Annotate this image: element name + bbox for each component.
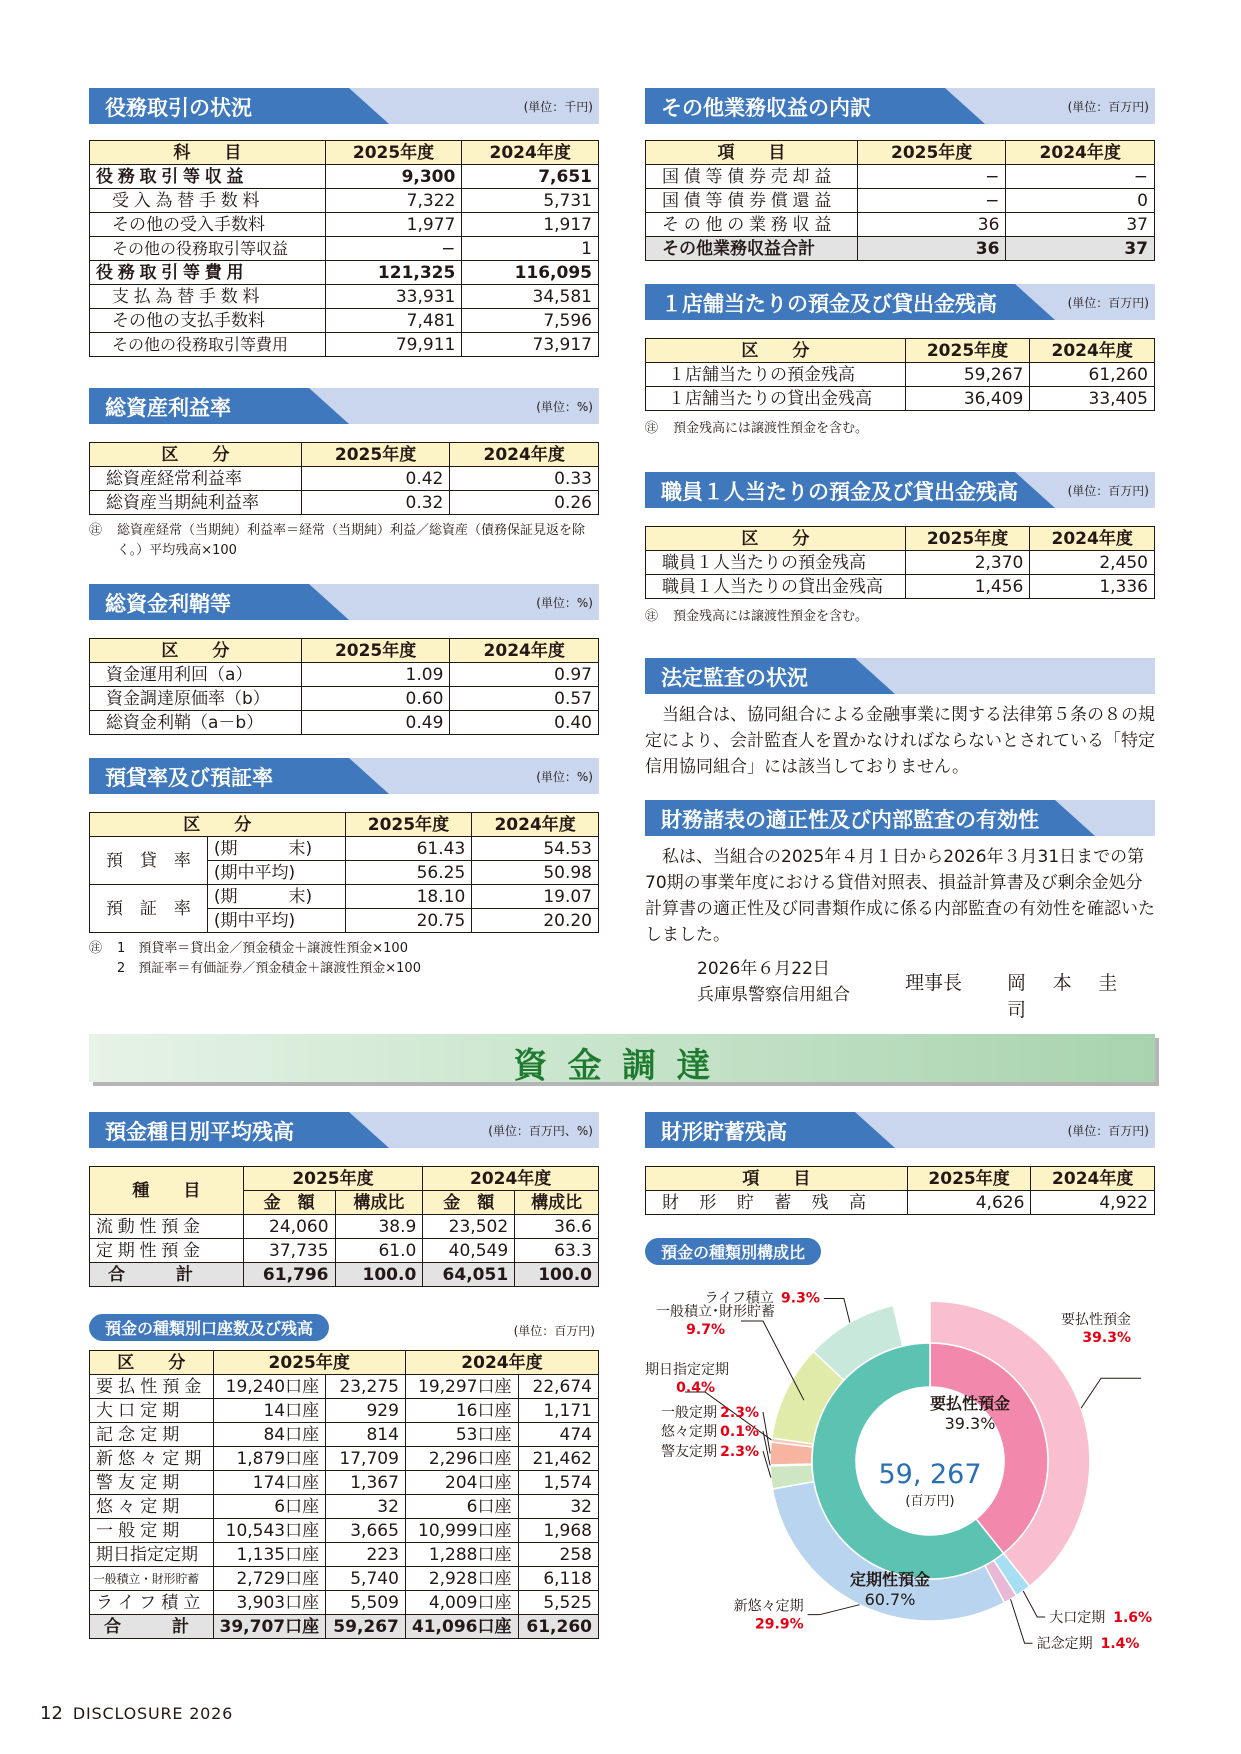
value-general-time: 2.3%	[720, 1405, 759, 1421]
accounts-section	[89, 1314, 599, 1639]
deposit-donut-chart	[645, 1276, 1165, 1666]
zaikei-section	[645, 1112, 1155, 1215]
cell-value: 258	[518, 1543, 599, 1567]
table-row: 役務取引等収益 9,300 7,651	[90, 165, 599, 189]
leader-line	[1081, 1378, 1141, 1408]
table-row-total: 合 計 61,796 100.0 64,051 100.0	[90, 1263, 599, 1287]
col-header: 2025年度	[325, 141, 462, 165]
section-header	[89, 388, 599, 424]
table-row: 国債等債券売却益 − −	[646, 165, 1155, 189]
deposit-avg-table: 種 目 2025年度 2024年度 金 額 構成比 金 額 構成比 流動性預金 24,060 38.9 23,502 36.6 定期性預金 37,735 61.0 40,549 63.3 合 計 61,796 100.0 64,051 100.0	[89, 1166, 599, 1287]
table-row	[90, 1495, 599, 1519]
cell-value: 5,740	[326, 1567, 406, 1591]
section-header	[89, 758, 599, 794]
table-row: 流動性預金 24,060 38.9 23,502 36.6	[90, 1215, 599, 1239]
cell-value: 3,903口座	[213, 1591, 326, 1615]
cell-value: 61,260	[518, 1615, 599, 1639]
section-header	[645, 284, 1155, 320]
value-yuyu: 0.1%	[720, 1424, 759, 1440]
cell-value: 32	[518, 1495, 599, 1519]
section-title: １店舗当たりの預金及び貸出金残高	[661, 292, 997, 316]
label-new-yuyu: 新悠々定期	[733, 1598, 804, 1615]
table-row: 財形貯蓄残高 4,626 4,922	[646, 1191, 1155, 1215]
cell-value: 41,096口座	[405, 1615, 518, 1639]
cell-value: 929	[326, 1399, 406, 1423]
col-header: 2024年度	[462, 141, 599, 165]
table-row: 支払為替手数料 33,931 34,581	[90, 285, 599, 309]
note: ㊟ 1 預貸率＝貸出金／預金積金＋譲渡性預金×100 2 預証率＝有価証券／預金積金＋譲渡性預金×100	[89, 941, 421, 976]
table-row: 預 証 率 (期 末) 18.10 19.07	[90, 885, 599, 909]
service-section	[89, 88, 599, 357]
cell-value: 10,543口座	[213, 1519, 326, 1543]
table-row	[90, 1519, 599, 1543]
row-label: 警友定期	[90, 1471, 214, 1495]
cell-value: 474	[518, 1423, 599, 1447]
unit-label: (単位：百万円)	[513, 1324, 595, 1338]
row-label: ライフ積立	[90, 1591, 214, 1615]
table-row: 定期性預金 37,735 61.0 40,549 63.3	[90, 1239, 599, 1263]
footer-brand: DISCLOSURE 2026	[72, 1704, 234, 1723]
note: ㊟ 預金残高には譲渡性預金を含む。	[645, 609, 869, 624]
other-income-table: 項 目 2025年度 2024年度 国債等債券売却益 − − 国債等債券償還益 − 0 その他の業務収益 36 37 その他業務収益合計 36 37	[645, 140, 1155, 261]
section-title: 財務諸表の適正性及び内部監査の有効性	[661, 808, 1039, 832]
value-keiyu: 2.3%	[720, 1444, 759, 1460]
internal-audit-text: 私は、当組合の2025年４月１日から2026年３月31日までの第70期の事業年度における貸借対照表、損益計算書及び剰余金処分計算書の適正性及び同書類作成に係る内部監査の有効性を確認いたしました。	[645, 847, 1155, 945]
unit-label: (単位：%)	[536, 596, 593, 610]
section-header	[645, 800, 1155, 836]
inner-label-demand: 要払性預金	[929, 1394, 1011, 1413]
other-income-section	[645, 88, 1155, 261]
ratio-table: 区 分 2025年度 2024年度 預 貸 率 (期 末) 61.43 54.53 (期中平均) 56.25 50.98 預 証 率 (期 末) 18.10 19.07 (期中平均) 20.75 20.20	[89, 812, 599, 933]
table-row: 預 貸 率 (期 末) 61.43 54.53	[90, 837, 599, 861]
unit-label: (単位：百万円、%)	[488, 1124, 593, 1138]
section-header	[645, 658, 1155, 694]
table-row	[90, 1423, 599, 1447]
leader-line	[808, 1605, 860, 1615]
section-header	[645, 1112, 1155, 1148]
cell-value: 53口座	[405, 1423, 518, 1447]
leader-line	[1023, 1591, 1045, 1617]
inner-value-time: 60.7%	[864, 1590, 916, 1609]
value-new-yuyu: 29.9%	[755, 1616, 804, 1633]
value-demand: 39.3%	[1082, 1330, 1131, 1346]
label-kijitsu: 期日指定定期	[645, 1362, 729, 1378]
zaikei-table: 項 目 2025年度 2024年度 財形貯蓄残高 4,626 4,922	[645, 1166, 1155, 1215]
cell-value: 1,574	[518, 1471, 599, 1495]
table-row: 職員１人当たりの預金残高 2,370 2,450	[646, 551, 1155, 575]
label-tsumitate: 一般積立･財形貯蓄	[656, 1304, 775, 1320]
cell-value: 2,296口座	[405, 1447, 518, 1471]
label-yuyu: 悠々定期	[661, 1424, 717, 1440]
row-label: 悠々定期	[90, 1495, 214, 1519]
unit-label: (単位：百万円)	[1067, 296, 1149, 310]
row-label: 新悠々定期	[90, 1447, 214, 1471]
date: 2026年６月22日	[697, 959, 830, 979]
value-large-time: 1.6%	[1113, 1610, 1153, 1627]
org-name: 兵庫県警察信用組合	[697, 985, 850, 1005]
table-row: その他の役務取引等収益 − 1	[90, 237, 599, 261]
cell-value: 1,367	[326, 1471, 406, 1495]
table-row	[90, 1375, 599, 1399]
per-branch-section	[645, 284, 1155, 439]
unit-label: (単位：%)	[536, 770, 593, 784]
row-label: 要払性預金	[90, 1375, 214, 1399]
row-label: 一般積立・財形貯蓄	[90, 1567, 214, 1591]
section-title: 総資金利鞘等	[105, 592, 231, 616]
section-header	[645, 472, 1155, 508]
cell-value: 2,729口座	[213, 1567, 326, 1591]
table-row: 資金調達原価率（b） 0.60 0.57	[90, 687, 599, 711]
label-general-time: 一般定期	[661, 1405, 717, 1421]
ratio-section	[89, 758, 599, 979]
cell-value: 32	[326, 1495, 406, 1519]
table-row: 役務取引等費用 121,325 116,095	[90, 261, 599, 285]
cell-value: 17,709	[326, 1447, 406, 1471]
unit-label: (単位：百万円)	[1067, 100, 1149, 114]
cell-value: 3,665	[326, 1519, 406, 1543]
service-table	[89, 140, 599, 357]
cell-value: 19,297口座	[405, 1375, 518, 1399]
cell-value: 14口座	[213, 1399, 326, 1423]
section-title: 総資産利益率	[105, 396, 231, 420]
table-row	[90, 1543, 599, 1567]
section-band	[89, 1034, 1155, 1086]
cell-value: 4,009口座	[405, 1591, 518, 1615]
section-header	[89, 584, 599, 620]
center-total: 59, 267	[878, 1459, 982, 1490]
page-number: 12	[40, 1703, 63, 1724]
cell-value: 84口座	[213, 1423, 326, 1447]
subsection-title: 預金の種類別口座数及び残高	[89, 1314, 329, 1341]
leader-line	[1011, 1599, 1033, 1643]
cell-value: 1,288口座	[405, 1543, 518, 1567]
inner-label-time: 定期性預金	[849, 1570, 931, 1589]
section-header	[89, 1112, 599, 1148]
table-row-total	[90, 1615, 599, 1639]
table-row: 受入為替手数料 7,322 5,731	[90, 189, 599, 213]
section-header	[89, 88, 599, 124]
audit-text: 当組合は、協同組合による金融事業に関する法律第５条の８の規定により、会計監査人を置かなければならないとされている「特定信用協同組合」には該当しておりません。	[645, 705, 1155, 777]
cell-value: 2,928口座	[405, 1567, 518, 1591]
cell-value: 5,525	[518, 1591, 599, 1615]
table-row: 国債等債券償還益 − 0	[646, 189, 1155, 213]
section-title: 職員１人当たりの預金及び貸出金残高	[661, 480, 1018, 504]
col-header: 科 目	[90, 141, 326, 165]
roa-section	[89, 388, 599, 561]
section-header	[645, 88, 1155, 124]
section-title: 預金種目別平均残高	[105, 1120, 294, 1144]
audit-section	[645, 658, 1155, 780]
label-keiyu: 警友定期	[661, 1444, 717, 1460]
cell-value: 5,509	[326, 1591, 406, 1615]
role: 理事長	[905, 972, 963, 994]
section-title: その他業務収益の内訳	[661, 96, 871, 120]
cell-value: 1,135口座	[213, 1543, 326, 1567]
cell-value: 21,462	[518, 1447, 599, 1471]
label-demand: 要払性預金	[1061, 1312, 1131, 1328]
table-row: その他の受入手数料 1,977 1,917	[90, 213, 599, 237]
cell-value: 10,999口座	[405, 1519, 518, 1543]
row-label: 大口定期	[90, 1399, 214, 1423]
note: ㊟ 預金残高には譲渡性預金を含む。	[645, 421, 869, 436]
per-branch-table: 区 分 2025年度 2024年度 １店舗当たりの預金残高 59,267 61,260 １店舗当たりの貸出金残高 36,409 33,405	[645, 338, 1155, 411]
internal-audit-section	[645, 800, 1155, 1021]
cell-value: 6口座	[405, 1495, 518, 1519]
cell-value: 1,968	[518, 1519, 599, 1543]
table-row: 職員１人当たりの貸出金残高 1,456 1,336	[646, 575, 1155, 599]
table-row: 総資産当期純利益率 0.32 0.26	[90, 491, 599, 515]
deposit-avg-section	[89, 1112, 599, 1287]
table-row: １店舗当たりの預金残高 59,267 61,260	[646, 363, 1155, 387]
section-title: 法定監査の状況	[661, 666, 808, 690]
table-row: 資金運用利回（a） 1.09 0.97	[90, 663, 599, 687]
section-title: 役務取引の状況	[105, 96, 252, 120]
section-title: 財形貯蓄残高	[661, 1120, 787, 1144]
table-row: (期中平均) 56.25 50.98	[90, 861, 599, 885]
unit-label: (単位：%)	[536, 400, 593, 414]
table-row: (期中平均) 20.75 20.20	[90, 909, 599, 933]
cell-value: 23,275	[326, 1375, 406, 1399]
value-life: 9.3%	[781, 1290, 820, 1307]
section-title: 預貸率及び預証率	[105, 766, 273, 790]
row-label: 期日指定定期	[90, 1543, 214, 1567]
label-life: ライフ積立	[704, 1290, 774, 1307]
center-unit: (百万円)	[905, 1494, 955, 1509]
spread-section	[89, 584, 599, 735]
per-staff-section	[645, 472, 1155, 627]
signature-block	[645, 952, 1155, 1021]
label-large-time: 大口定期	[1049, 1610, 1106, 1627]
table-row	[90, 1591, 599, 1615]
value-commemorative: 1.4%	[1100, 1636, 1140, 1653]
cell-value: 22,674	[518, 1375, 599, 1399]
signer-name: 岡 本 圭 司	[1007, 972, 1144, 1021]
table-row-total: その他業務収益合計 36 37	[646, 237, 1155, 261]
table-row: 総資金利鞘（a－b） 0.49 0.40	[90, 711, 599, 735]
table-row: その他の支払手数料 7,481 7,596	[90, 309, 599, 333]
per-staff-table: 区 分 2025年度 2024年度 職員１人当たりの預金残高 2,370 2,450 職員１人当たりの貸出金残高 1,456 1,336	[645, 526, 1155, 599]
cell-value: 19,240口座	[213, 1375, 326, 1399]
band-title: 資金調達	[513, 1046, 731, 1086]
table-row: １店舗当たりの貸出金残高 36,409 33,405	[646, 387, 1155, 411]
unit-label: (単位：千円)	[523, 100, 593, 114]
leader-line	[824, 1299, 850, 1323]
accounts-table: 区 分 2025年度 2024年度 要払性預金 19,240口座 23,275 19,297口座 22,674 大口定期 14口座 929 16口座 1,171 記念定期 84口座 814 53口座 474 新悠々定期 1,879口座 17,709 2,296口座 21,462 警友定期 174口座 1,367 204口座 1,574 悠々定期 6口座 32 6口座 32 一般定期 10,543口座 3,665 10,999口座 1,968 期日指定定期 1,135口座 223 1,288口座 258 一般積立・財形貯蓄 2,729口座 5,740 2,928口座 6,118 ライフ積立 3,903口座 5,509 4,009口座 5,525 合 計 39,707口座 59,267 41,096口座 61,260	[89, 1350, 599, 1639]
spread-table: 区 分 2025年度 2024年度 資金運用利回（a） 1.09 0.97 資金調達原価率（b） 0.60 0.57 総資金利鞘（a－b） 0.49 0.40	[89, 638, 599, 735]
page-footer	[40, 1703, 233, 1724]
row-label: 合 計	[90, 1615, 214, 1639]
cell-value: 39,707口座	[213, 1615, 326, 1639]
note: ㊟ 総資産経常（当期純）利益率＝経常（当期純）利益／総資産（債務保証見返を除く。）平均残高×100	[89, 523, 586, 558]
pie-title: 預金の種類別構成比	[645, 1238, 821, 1265]
cell-value: 16口座	[405, 1399, 518, 1423]
cell-value: 814	[326, 1423, 406, 1447]
table-row	[90, 1567, 599, 1591]
table-row: 総資産経常利益率 0.42 0.33	[90, 467, 599, 491]
inner-value-demand: 39.3%	[944, 1414, 996, 1433]
cell-value: 174口座	[213, 1471, 326, 1495]
table-row	[90, 1447, 599, 1471]
table-row: その他の業務収益 36 37	[646, 213, 1155, 237]
cell-value: 6,118	[518, 1567, 599, 1591]
table-row: その他の役務取引等費用 79,911 73,917	[90, 333, 599, 357]
table-row	[90, 1399, 599, 1423]
cell-value: 59,267	[326, 1615, 406, 1639]
cell-value: 223	[326, 1543, 406, 1567]
cell-value: 1,171	[518, 1399, 599, 1423]
row-label: 一般定期	[90, 1519, 214, 1543]
table-row	[90, 1471, 599, 1495]
label-commemorative: 記念定期	[1036, 1636, 1093, 1653]
pie-title-wrap	[645, 1238, 821, 1265]
roa-table: 区 分 2025年度 2024年度 総資産経常利益率 0.42 0.33 総資産当期純利益率 0.32 0.26	[89, 442, 599, 515]
unit-label: (単位：百万円)	[1067, 1124, 1149, 1138]
value-kijitsu: 0.4%	[676, 1380, 715, 1396]
row-label: 記念定期	[90, 1423, 214, 1447]
value-tsumitate: 9.7%	[686, 1322, 725, 1338]
unit-label: (単位：百万円)	[1067, 484, 1149, 498]
cell-value: 204口座	[405, 1471, 518, 1495]
cell-value: 6口座	[213, 1495, 326, 1519]
cell-value: 1,879口座	[213, 1447, 326, 1471]
